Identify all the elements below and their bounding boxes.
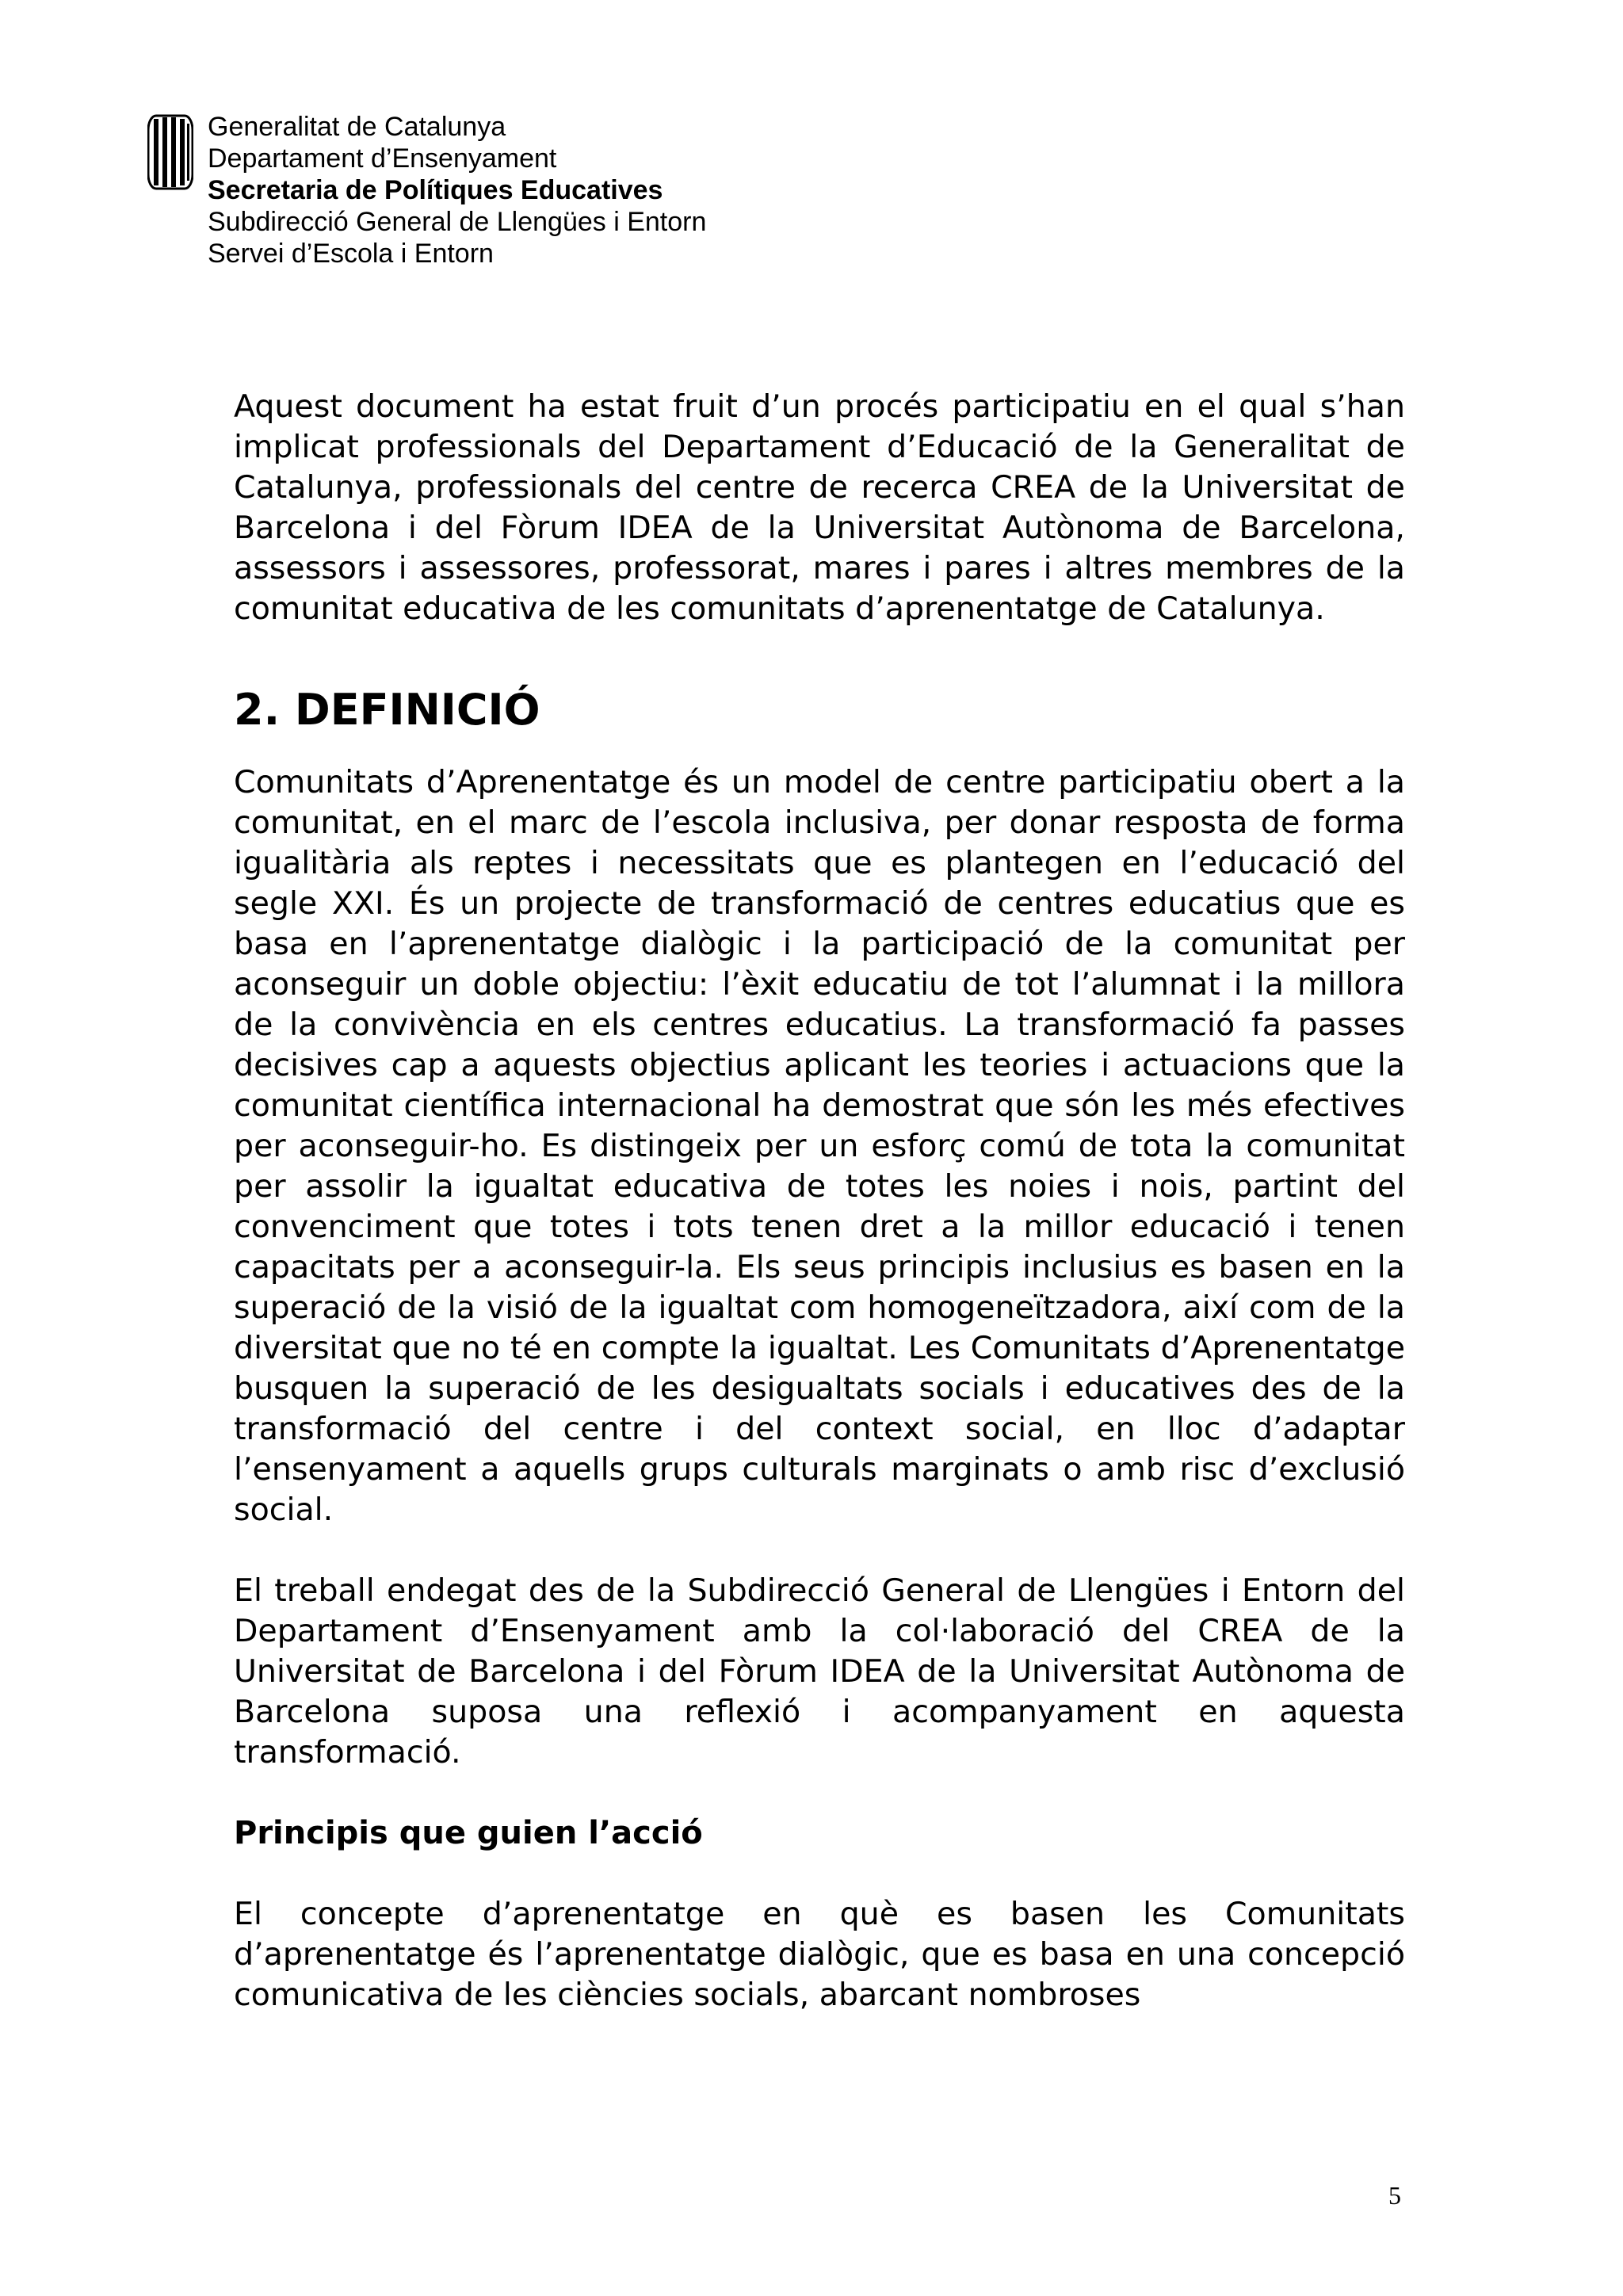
- header-subdirectorate: Subdirecció General de Llengües i Entorn: [208, 207, 707, 237]
- header-department: Departament d’Ensenyament: [208, 143, 557, 174]
- principles-paragraph: El concepte d’aprenentatge en què es basen les Comunitats d’aprenentatge és l’aprenentatge dialògic, que es basa en una concepció comunicativa de les ciències socials, abarcant nombroses: [234, 1896, 1405, 2013]
- section-heading: 2. DEFINICIÓ: [234, 685, 540, 735]
- page-number: 5: [1388, 2181, 1401, 2210]
- header-institution: Generalitat de Catalunya: [208, 112, 506, 142]
- definition-paragraph: Comunitats d’Aprenentatge és un model de centre participatiu obert a la comunitat, en el marc de l’escola inclusiva, per donar resposta de forma igualitària als reptes i necessitats que es plantegen en l’educació del segle XXI. És un projecte de transformació de centres educatius que es basa en l’aprenentatge dialògic i la participació de la comunitat per aconseguir un doble objectiu: l’èxit educatiu de tot l’alumnat i la millora de la convivència en els centres educatius. La transformació fa passes decisives cap a aquests objectius aplicant les teories i actuacions que la comunitat científica internacional ha demostrat que són les més efectives per aconseguir-ho. Es distingeix per un esforç comú de tota la comunitat per assolir la igualtat educativa de totes les noies i nois, partint del convenciment que totes i tots tenen dret a la millor educació i tenen capacitats per a aconseguir-la. Els seus principis inclusius es basen en la superació de la visió de la igualtat com homogeneïtzadora, així com de la diversitat que no té en compte la igualtat. Les Comunitats d’Aprenentatge busquen la superació de les desigualtats socials i educatives des de la transformació del centre i del context social, en lloc d’adaptar l’ensenyament a aquells grups culturals marginats o amb risc d’exclusió social.: [234, 764, 1405, 1528]
- header-secretariat: Secretaria de Polítiques Educatives: [208, 175, 663, 205]
- principles-subheading: Principis que guien l’acció: [234, 1815, 703, 1851]
- header-text-block: [208, 111, 706, 269]
- document-body: [234, 387, 1405, 2015]
- collaboration-paragraph: El treball endegat des de la Subdirecció General de Llengües i Entorn del Departament d’Ensenyament amb la col·laboració del CREA de la Universitat de Barcelona i del Fòrum IDEA de la Universitat Autònoma de Barcelona suposa una reflexió i acompanyament en aquesta transformació.: [234, 1572, 1405, 1771]
- document-header: [147, 111, 706, 269]
- intro-paragraph: Aquest document ha estat fruit d’un procés participatiu en el qual s’han implicat professionals del Departament d’Educació de la Generalitat de Catalunya, professionals del centre de recerca CREA de la Universitat de Barcelona i del Fòrum IDEA de la Universitat Autònoma de Barcelona, assessors i assessores, professorat, mares i pares i altres membres de la comunitat educativa de les comunitats d’aprenentatge de Catalunya.: [234, 388, 1405, 627]
- header-service: Servei d’Escola i Entorn: [208, 239, 494, 269]
- generalitat-logo-icon: [147, 114, 193, 190]
